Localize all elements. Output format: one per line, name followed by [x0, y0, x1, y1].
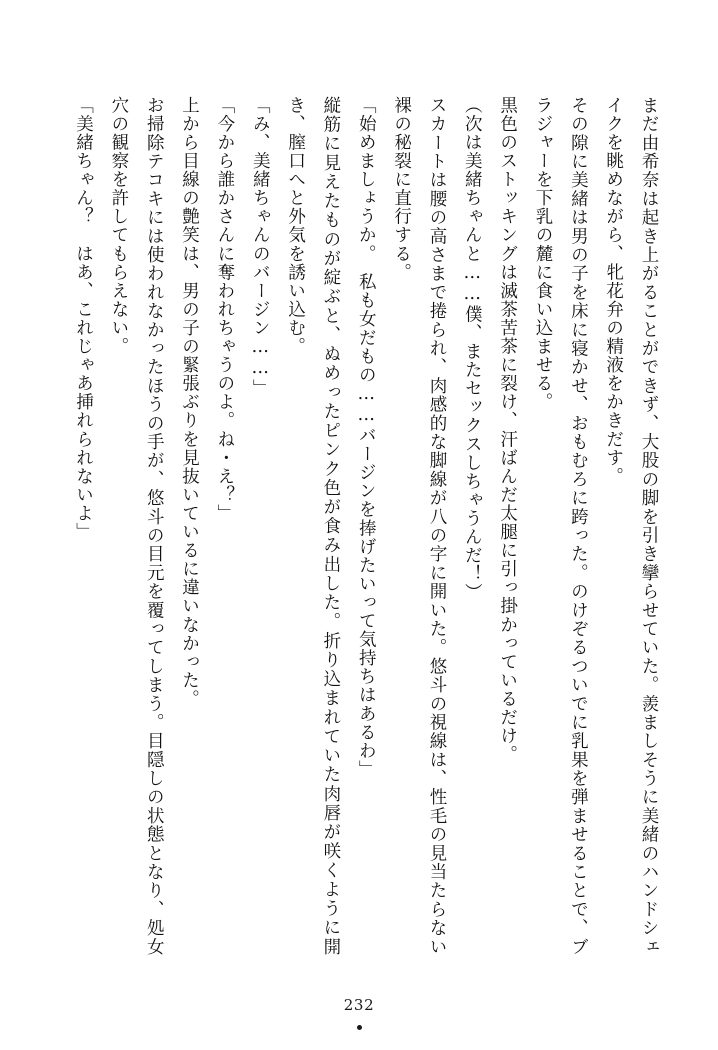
body-text-vertical — [60, 96, 666, 956]
paragraph: その隙に美緒は男の子を床に寝かせ、おもむろに跨った。のけぞるついでに乳果を弾ませることで、ブラジャーを下乳の麓に食い込ませる。 — [532, 96, 589, 956]
paragraph: （次は美緒ちゃんと……僕、またセックスしちゃうんだ！） — [462, 96, 483, 602]
paragraph: 縦筋に見えたものが綻ぶと、ぬめったピンク色が食み出した。折り込まれていた肉唇が咲くように開き、膣口へと外気を誘い込む。 — [285, 96, 341, 956]
paragraph: 「始めましょうか。 私も女だもの……バージンを捧げたいって気持ちはあるわ」 — [356, 96, 377, 779]
page-number: 232 — [343, 996, 375, 1014]
paragraph: 「美緒ちゃん？ はあ、これじゃあ挿れられないよ」 — [73, 96, 94, 542]
paragraph: 上から目線の艶笑は、男の子の緊張ぶりを見抜いているに違いなかった。 — [179, 96, 200, 709]
paragraph: まだ由希奈は起き上がることができず、大股の脚を引き攣らせていた。羨ましそうに美緒のハンドシェイクを眺めながら、牝花弁の精液をかきだす。 — [603, 96, 659, 956]
paragraph: 「み、美緒ちゃんのバージン……」 — [250, 96, 271, 398]
paragraph: スカートは腰の高さまで捲られ、肉感的な脚線が八の字に開いた。悠斗の視線は、性毛の見当たらない裸の秘裂に直行する。 — [391, 96, 447, 956]
paragraph: 黒色のストッキングは滅茶苦茶に裂け、汗ばんだ太腿に引っ掛かっているだけ。 — [497, 96, 518, 764]
paragraph: 「今から誰かさんに奪われちゃうのよ。ね・え？」 — [214, 96, 235, 523]
footer-ornament — [0, 1015, 718, 1034]
paragraph: お掃除テコキには使われなかったほうの手が、悠斗の目元を覆ってしまう。目隠しの状態となり、処女穴の観察を許してもらえない。 — [108, 96, 165, 956]
footer-dot-icon — [357, 1025, 362, 1030]
